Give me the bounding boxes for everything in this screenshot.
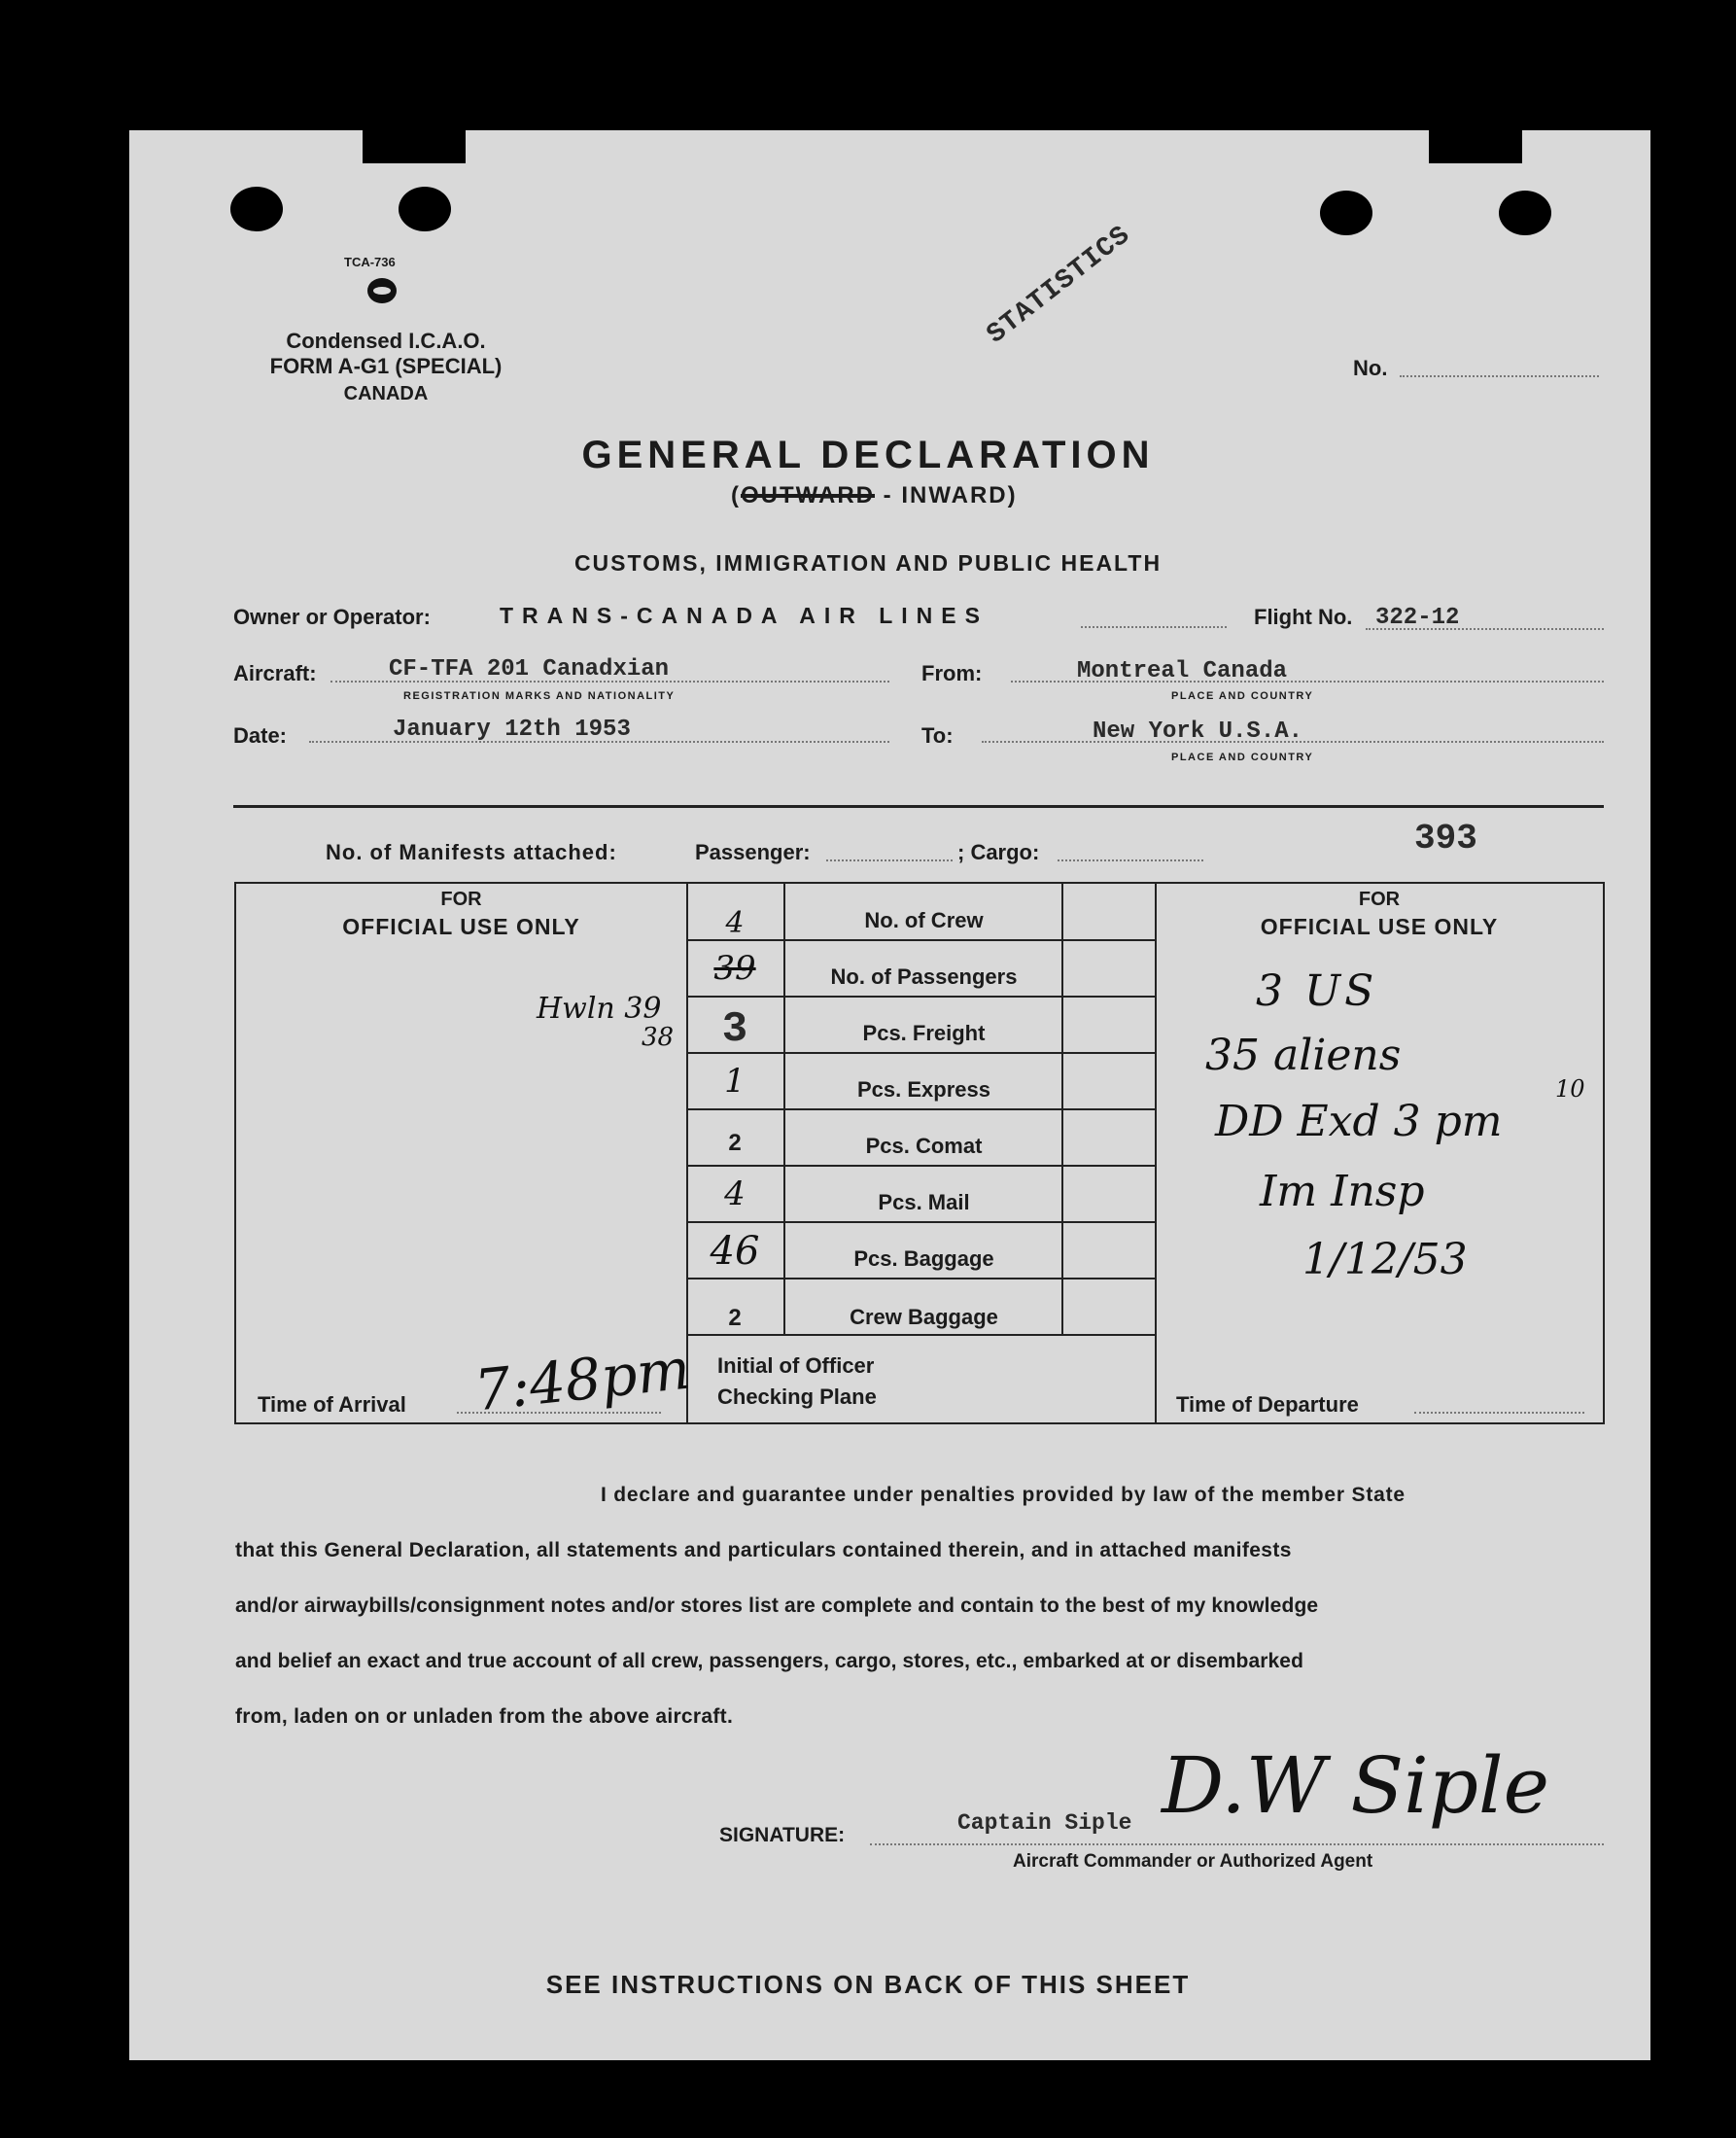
freight-label: Pcs. Freight bbox=[862, 1021, 986, 1045]
right-note-inspection: Im Insp bbox=[1260, 1167, 1425, 1216]
flight-line bbox=[1366, 628, 1604, 630]
punch-hole bbox=[1499, 191, 1551, 235]
binder-tab-right bbox=[1429, 130, 1522, 163]
manifest-number: 393 bbox=[1414, 819, 1477, 859]
arrival-line bbox=[457, 1412, 661, 1414]
cargo-manifest-line bbox=[1058, 859, 1203, 861]
aircraft-label: Aircraft: bbox=[233, 661, 317, 685]
footer-instructions: SEE INSTRUCTIONS ON BACK OF THIS SHEET bbox=[545, 1970, 1191, 1999]
declaration-line-2: that this General Declaration, all statements and particulars contained therein, and in attached manifests bbox=[235, 1539, 1292, 1561]
flight-label: Flight No. bbox=[1254, 605, 1353, 629]
right-official-header-1: FOR bbox=[1358, 889, 1401, 910]
binder-tab-left bbox=[363, 130, 466, 163]
statistics-stamp: STATISTICS bbox=[982, 220, 1137, 351]
crew-label: No. of Crew bbox=[864, 908, 984, 932]
right-official-header-2: OFFICIAL USE ONLY bbox=[1260, 914, 1499, 939]
form-title-line-1: Condensed I.C.A.O. bbox=[286, 329, 486, 353]
page-subtitle: CUSTOMS, IMMIGRATION AND PUBLIC HEALTH bbox=[573, 550, 1163, 576]
punch-hole bbox=[230, 187, 283, 231]
punch-hole bbox=[1320, 191, 1372, 235]
right-note-us: 3 US bbox=[1256, 966, 1378, 1016]
to-label: To: bbox=[921, 723, 954, 748]
date-line bbox=[309, 741, 889, 743]
number-line bbox=[1400, 375, 1599, 377]
baggage-label: Pcs. Baggage bbox=[853, 1246, 994, 1271]
from-caption: PLACE AND COUNTRY bbox=[1171, 690, 1314, 702]
to-value: New York U.S.A. bbox=[1093, 719, 1303, 745]
table-row-line bbox=[686, 1334, 1155, 1336]
initial-officer-label-1: Initial of Officer bbox=[717, 1353, 875, 1378]
initial-officer-label-2: Checking Plane bbox=[717, 1384, 877, 1409]
form-title-line-2: FORM A-G1 (SPECIAL) bbox=[269, 354, 503, 378]
left-note-2: 38 bbox=[642, 1023, 675, 1052]
owner-value: TRANS-CANADA AIR LINES bbox=[500, 603, 989, 628]
declaration-line-1: I declare and guarantee under penalties provided by law of the member State bbox=[601, 1484, 1406, 1506]
arrival-value: 7:48pm bbox=[471, 1335, 694, 1424]
right-note-date: 1/12/53 bbox=[1302, 1235, 1468, 1284]
departure-label: Time of Departure bbox=[1176, 1392, 1359, 1417]
owner-line bbox=[1081, 626, 1227, 628]
mail-count: 4 bbox=[724, 1174, 746, 1213]
mail-label: Pcs. Mail bbox=[878, 1190, 970, 1214]
right-note-superscript: 10 bbox=[1555, 1075, 1585, 1103]
aircraft-line bbox=[330, 681, 889, 683]
to-line bbox=[982, 741, 1604, 743]
departure-line bbox=[1414, 1412, 1584, 1414]
declaration-line-4: and belief an exact and true account of all crew, passengers, cargo, stores, etc., embarked at or disembarked bbox=[235, 1650, 1304, 1672]
passenger-count: 39 bbox=[713, 949, 756, 988]
signature-handwritten: D.W Siple bbox=[1162, 1740, 1549, 1831]
declaration-line-3: and/or airwaybills/consignment notes and/or stores list are complete and contain to the best of my knowledge bbox=[235, 1595, 1319, 1617]
aircraft-value: CF-TFA 201 Canadxian bbox=[389, 656, 670, 683]
comat-count: 2 bbox=[728, 1130, 742, 1156]
table-divider bbox=[1155, 882, 1157, 1424]
punch-hole bbox=[399, 187, 451, 231]
table-row-line bbox=[686, 1221, 1155, 1223]
signature-label: SIGNATURE: bbox=[719, 1824, 846, 1846]
comat-label: Pcs. Comat bbox=[865, 1134, 983, 1158]
express-count: 1 bbox=[724, 1062, 746, 1101]
to-caption: PLACE AND COUNTRY bbox=[1171, 752, 1314, 763]
declaration-line-5: from, laden on or unladen from the above aircraft. bbox=[235, 1705, 734, 1728]
signature-line bbox=[870, 1843, 1604, 1845]
passenger-manifest-label: Passenger: bbox=[695, 840, 811, 864]
crew-baggage-count: 2 bbox=[728, 1305, 742, 1331]
owner-label: Owner or Operator: bbox=[233, 605, 431, 629]
crew-baggage-label: Crew Baggage bbox=[850, 1305, 998, 1329]
title-direction: (OUTWARD - INWARD) bbox=[731, 482, 1018, 508]
baggage-count: 46 bbox=[710, 1229, 760, 1274]
logo-icon bbox=[367, 278, 397, 303]
date-value: January 12th 1953 bbox=[393, 717, 631, 743]
cargo-manifest-label: ; Cargo: bbox=[957, 840, 1040, 864]
signature-typed-name: Captain Siple bbox=[957, 1810, 1132, 1836]
left-note-1: Hwln 39 bbox=[537, 992, 662, 1026]
manifests-label: No. of Manifests attached: bbox=[326, 840, 617, 864]
table-row-line bbox=[686, 1108, 1155, 1110]
aircraft-caption: REGISTRATION MARKS AND NATIONALITY bbox=[403, 690, 676, 702]
section-divider bbox=[233, 805, 1604, 808]
left-official-header-2: OFFICIAL USE ONLY bbox=[342, 914, 580, 939]
form-code: TCA-736 bbox=[344, 255, 396, 269]
from-value: Montreal Canada bbox=[1077, 658, 1288, 684]
arrival-label: Time of Arrival bbox=[258, 1392, 406, 1417]
right-note-aliens: 35 aliens bbox=[1205, 1031, 1402, 1080]
from-label: From: bbox=[921, 661, 983, 685]
left-official-header-1: FOR bbox=[440, 889, 482, 910]
crew-count: 4 bbox=[725, 906, 745, 940]
table-row-line bbox=[686, 996, 1155, 998]
signature-caption: Aircraft Commander or Authorized Agent bbox=[1013, 1851, 1373, 1872]
flight-value: 322-12 bbox=[1375, 605, 1460, 631]
table-row-line bbox=[686, 1278, 1155, 1279]
passengers-label: No. of Passengers bbox=[830, 964, 1018, 989]
freight-count: 3 bbox=[721, 1005, 748, 1054]
number-label: No. bbox=[1353, 356, 1388, 380]
from-line bbox=[1011, 681, 1604, 683]
form-title-line-3: CANADA bbox=[343, 383, 429, 404]
table-row-line bbox=[686, 1165, 1155, 1167]
outward-struck: OUTWARD bbox=[741, 482, 875, 508]
page-title: GENERAL DECLARATION bbox=[581, 434, 1155, 476]
right-note-exd: DD Exd 3 pm bbox=[1215, 1097, 1503, 1146]
express-label: Pcs. Express bbox=[857, 1077, 990, 1102]
date-label: Date: bbox=[233, 723, 288, 748]
passenger-manifest-line bbox=[826, 859, 953, 861]
